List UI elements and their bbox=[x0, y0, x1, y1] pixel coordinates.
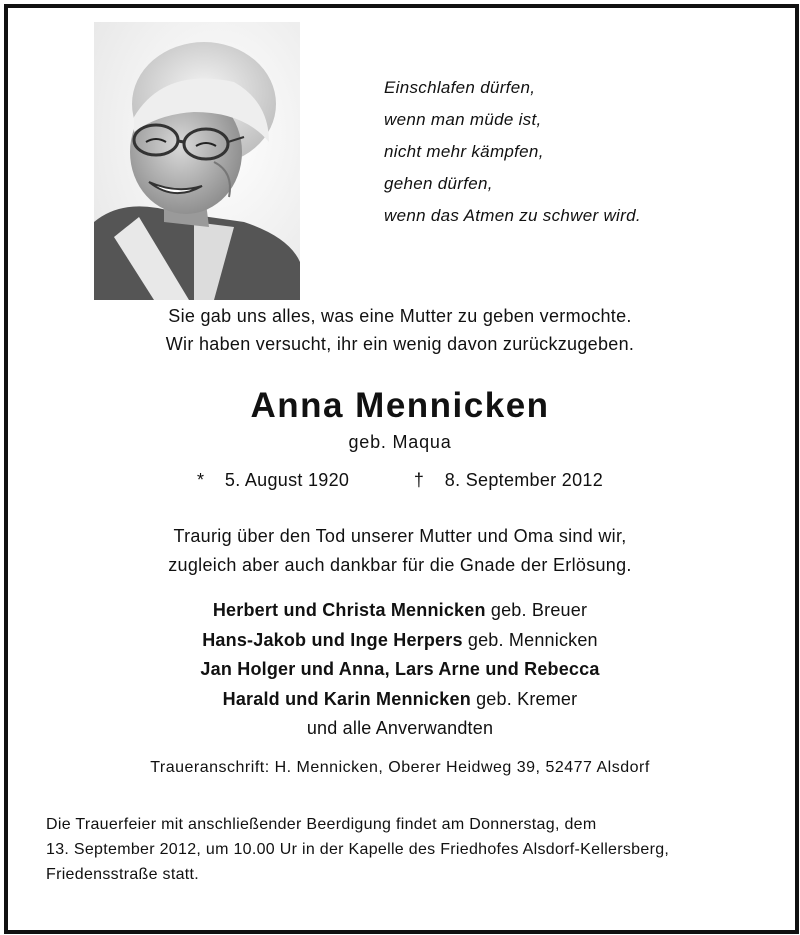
poem-line: Einschlafen dürfen, bbox=[384, 78, 536, 97]
motto-line: Sie gab uns alles, was eine Mutter zu geben vermochte. bbox=[168, 306, 632, 326]
maiden-name: geb. Maqua bbox=[348, 432, 452, 452]
family-names: Jan Holger und Anna, Lars Arne und Rebecca bbox=[200, 659, 600, 679]
death-date: 8. September 2012 bbox=[444, 470, 604, 490]
poem-line: wenn man müde ist, bbox=[384, 110, 542, 129]
grief-line: zugleich aber auch dankbar für die Gnade der Erlösung. bbox=[168, 555, 632, 575]
family-suffix: und alle Anverwandten bbox=[306, 718, 494, 738]
family-line bbox=[0, 714, 800, 744]
family-names: Hans-Jakob und Inge Herpers bbox=[202, 629, 463, 650]
family-suffix: geb. Mennicken bbox=[462, 629, 598, 650]
grief-line: Traurig über den Tod unserer Mutter und Oma sind wir, bbox=[173, 526, 627, 546]
poem-line: gehen dürfen, bbox=[384, 174, 493, 193]
grief-text bbox=[0, 522, 800, 580]
mourning-address: Traueranschrift: H. Mennicken, Oberer Heidweg 39, 52477 Alsdorf bbox=[150, 759, 650, 776]
funeral-line: 13. September 2012, um 10.00 Ur in der Kapelle des Friedhofes Alsdorf-Kellersberg, bbox=[46, 841, 670, 858]
family-suffix: geb. Breuer bbox=[485, 600, 588, 620]
life-dates bbox=[0, 470, 800, 491]
family-line bbox=[0, 626, 800, 656]
family-line bbox=[0, 655, 800, 685]
motto-line: Wir haben versucht, ihr ein wenig davon zurückzugeben. bbox=[165, 334, 635, 354]
birth-date: 5. August 1920 bbox=[224, 470, 350, 490]
family-suffix: geb. Kremer bbox=[470, 688, 578, 709]
birth-symbol: * bbox=[196, 470, 205, 490]
family-list bbox=[0, 596, 800, 744]
funeral-info bbox=[46, 812, 758, 887]
deceased-name: Anna Mennicken bbox=[250, 386, 550, 425]
family-names: Harald und Karin Mennicken bbox=[222, 688, 471, 709]
family-names: Herbert und Christa Mennicken bbox=[212, 600, 486, 620]
poem-line: wenn das Atmen zu schwer wird. bbox=[384, 206, 641, 225]
family-line bbox=[0, 685, 800, 715]
funeral-line: Die Trauerfeier mit anschließender Beerdigung findet am Donnerstag, dem bbox=[46, 816, 597, 833]
portrait-photo bbox=[94, 22, 300, 300]
funeral-line: Friedensstraße statt. bbox=[46, 866, 200, 883]
death-symbol: † bbox=[413, 470, 425, 490]
poem-line: nicht mehr kämpfen, bbox=[384, 142, 544, 161]
poem bbox=[384, 72, 641, 232]
family-line bbox=[0, 596, 800, 626]
motto bbox=[0, 302, 800, 358]
